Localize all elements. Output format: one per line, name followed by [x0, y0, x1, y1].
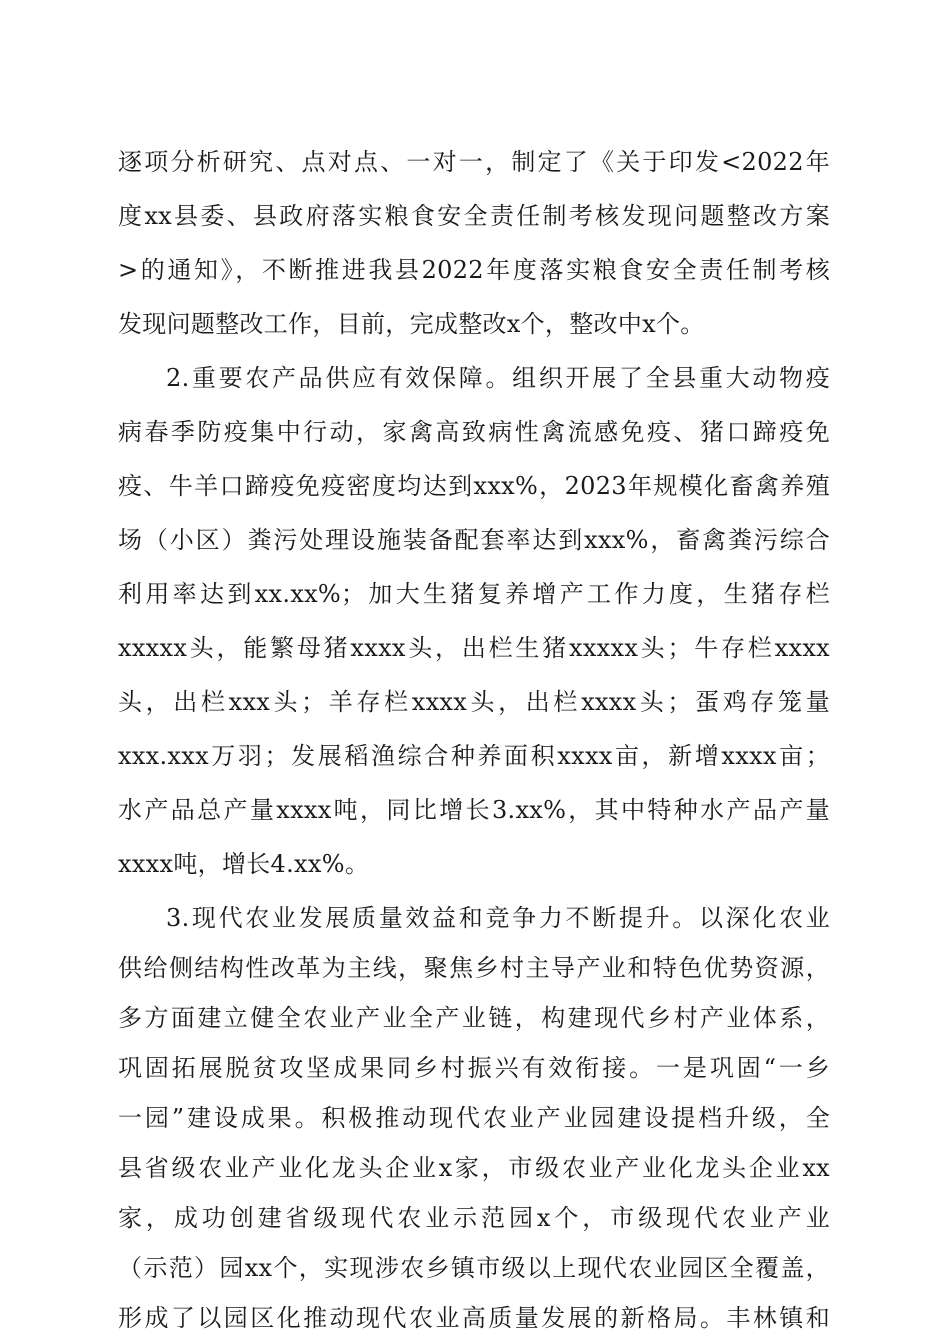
text-line: 场（小区）粪污处理设施装备配套率达到xxx%，畜禽粪污综合 — [118, 526, 830, 554]
text-line: 水产品总产量xxxx吨，同比增长3.xx%，其中特种水产品产量 — [118, 796, 830, 824]
text-line: xxx.xxx万羽；发展稻渔综合种养面积xxxx亩，新增xxxx亩； — [118, 742, 830, 770]
text-line: xxxx吨，增长4.xx%。 — [118, 850, 370, 878]
text-line: 发现问题整改工作，目前，完成整改x个，整改中x个。 — [118, 310, 705, 338]
text-line: 巩固拓展脱贫攻坚成果同乡村振兴有效衔接。一是巩固“一乡 — [118, 1054, 830, 1082]
text-line: xxxxx头，能繁母猪xxxx头，出栏生猪xxxxx头；牛存栏xxxx — [118, 634, 830, 662]
text-line: 供给侧结构性改革为主线，聚焦乡村主导产业和特色优势资源， — [118, 954, 830, 982]
text-line: 头，出栏xxx头；羊存栏xxxx头，出栏xxxx头；蛋鸡存笼量 — [118, 688, 830, 716]
text-line: （示范）园xx个，实现涉农乡镇市级以上现代农业园区全覆盖， — [118, 1254, 830, 1282]
text-line: 逐项分析研究、点对点、一对一，制定了《关于印发<2022年 — [118, 148, 830, 176]
text-line: 形成了以园区化推动现代农业高质量发展的新格局。丰林镇和 — [118, 1304, 830, 1332]
text-line: 家，成功创建省级现代农业示范园x个，市级现代农业产业 — [118, 1204, 830, 1232]
text-line: 疫、牛羊口蹄疫免疫密度均达到xxx%，2023年规模化畜禽养殖 — [118, 472, 830, 500]
text-line: >的通知》，不断推进我县2022年度落实粮食安全责任制考核 — [118, 256, 830, 284]
text-line: 度xx县委、县政府落实粮食安全责任制考核发现问题整改方案 — [118, 202, 830, 230]
text-line: 县省级农业产业化龙头企业x家，市级农业产业化龙头企业xx — [118, 1154, 830, 1182]
text-line: 2.重要农产品供应有效保障。组织开展了全县重大动物疫 — [166, 364, 830, 392]
text-line: 利用率达到xx.xx%；加大生猪复养增产工作力度，生猪存栏 — [118, 580, 830, 608]
text-line: 病春季防疫集中行动，家禽高致病性禽流感免疫、猪口蹄疫免 — [118, 418, 830, 446]
text-line: 3.现代农业发展质量效益和竞争力不断提升。以深化农业 — [166, 904, 830, 932]
text-line: 一园”建设成果。积极推动现代农业产业园建设提档升级，全 — [118, 1104, 830, 1132]
text-line: 多方面建立健全农业产业全产业链，构建现代乡村产业体系， — [118, 1004, 830, 1032]
